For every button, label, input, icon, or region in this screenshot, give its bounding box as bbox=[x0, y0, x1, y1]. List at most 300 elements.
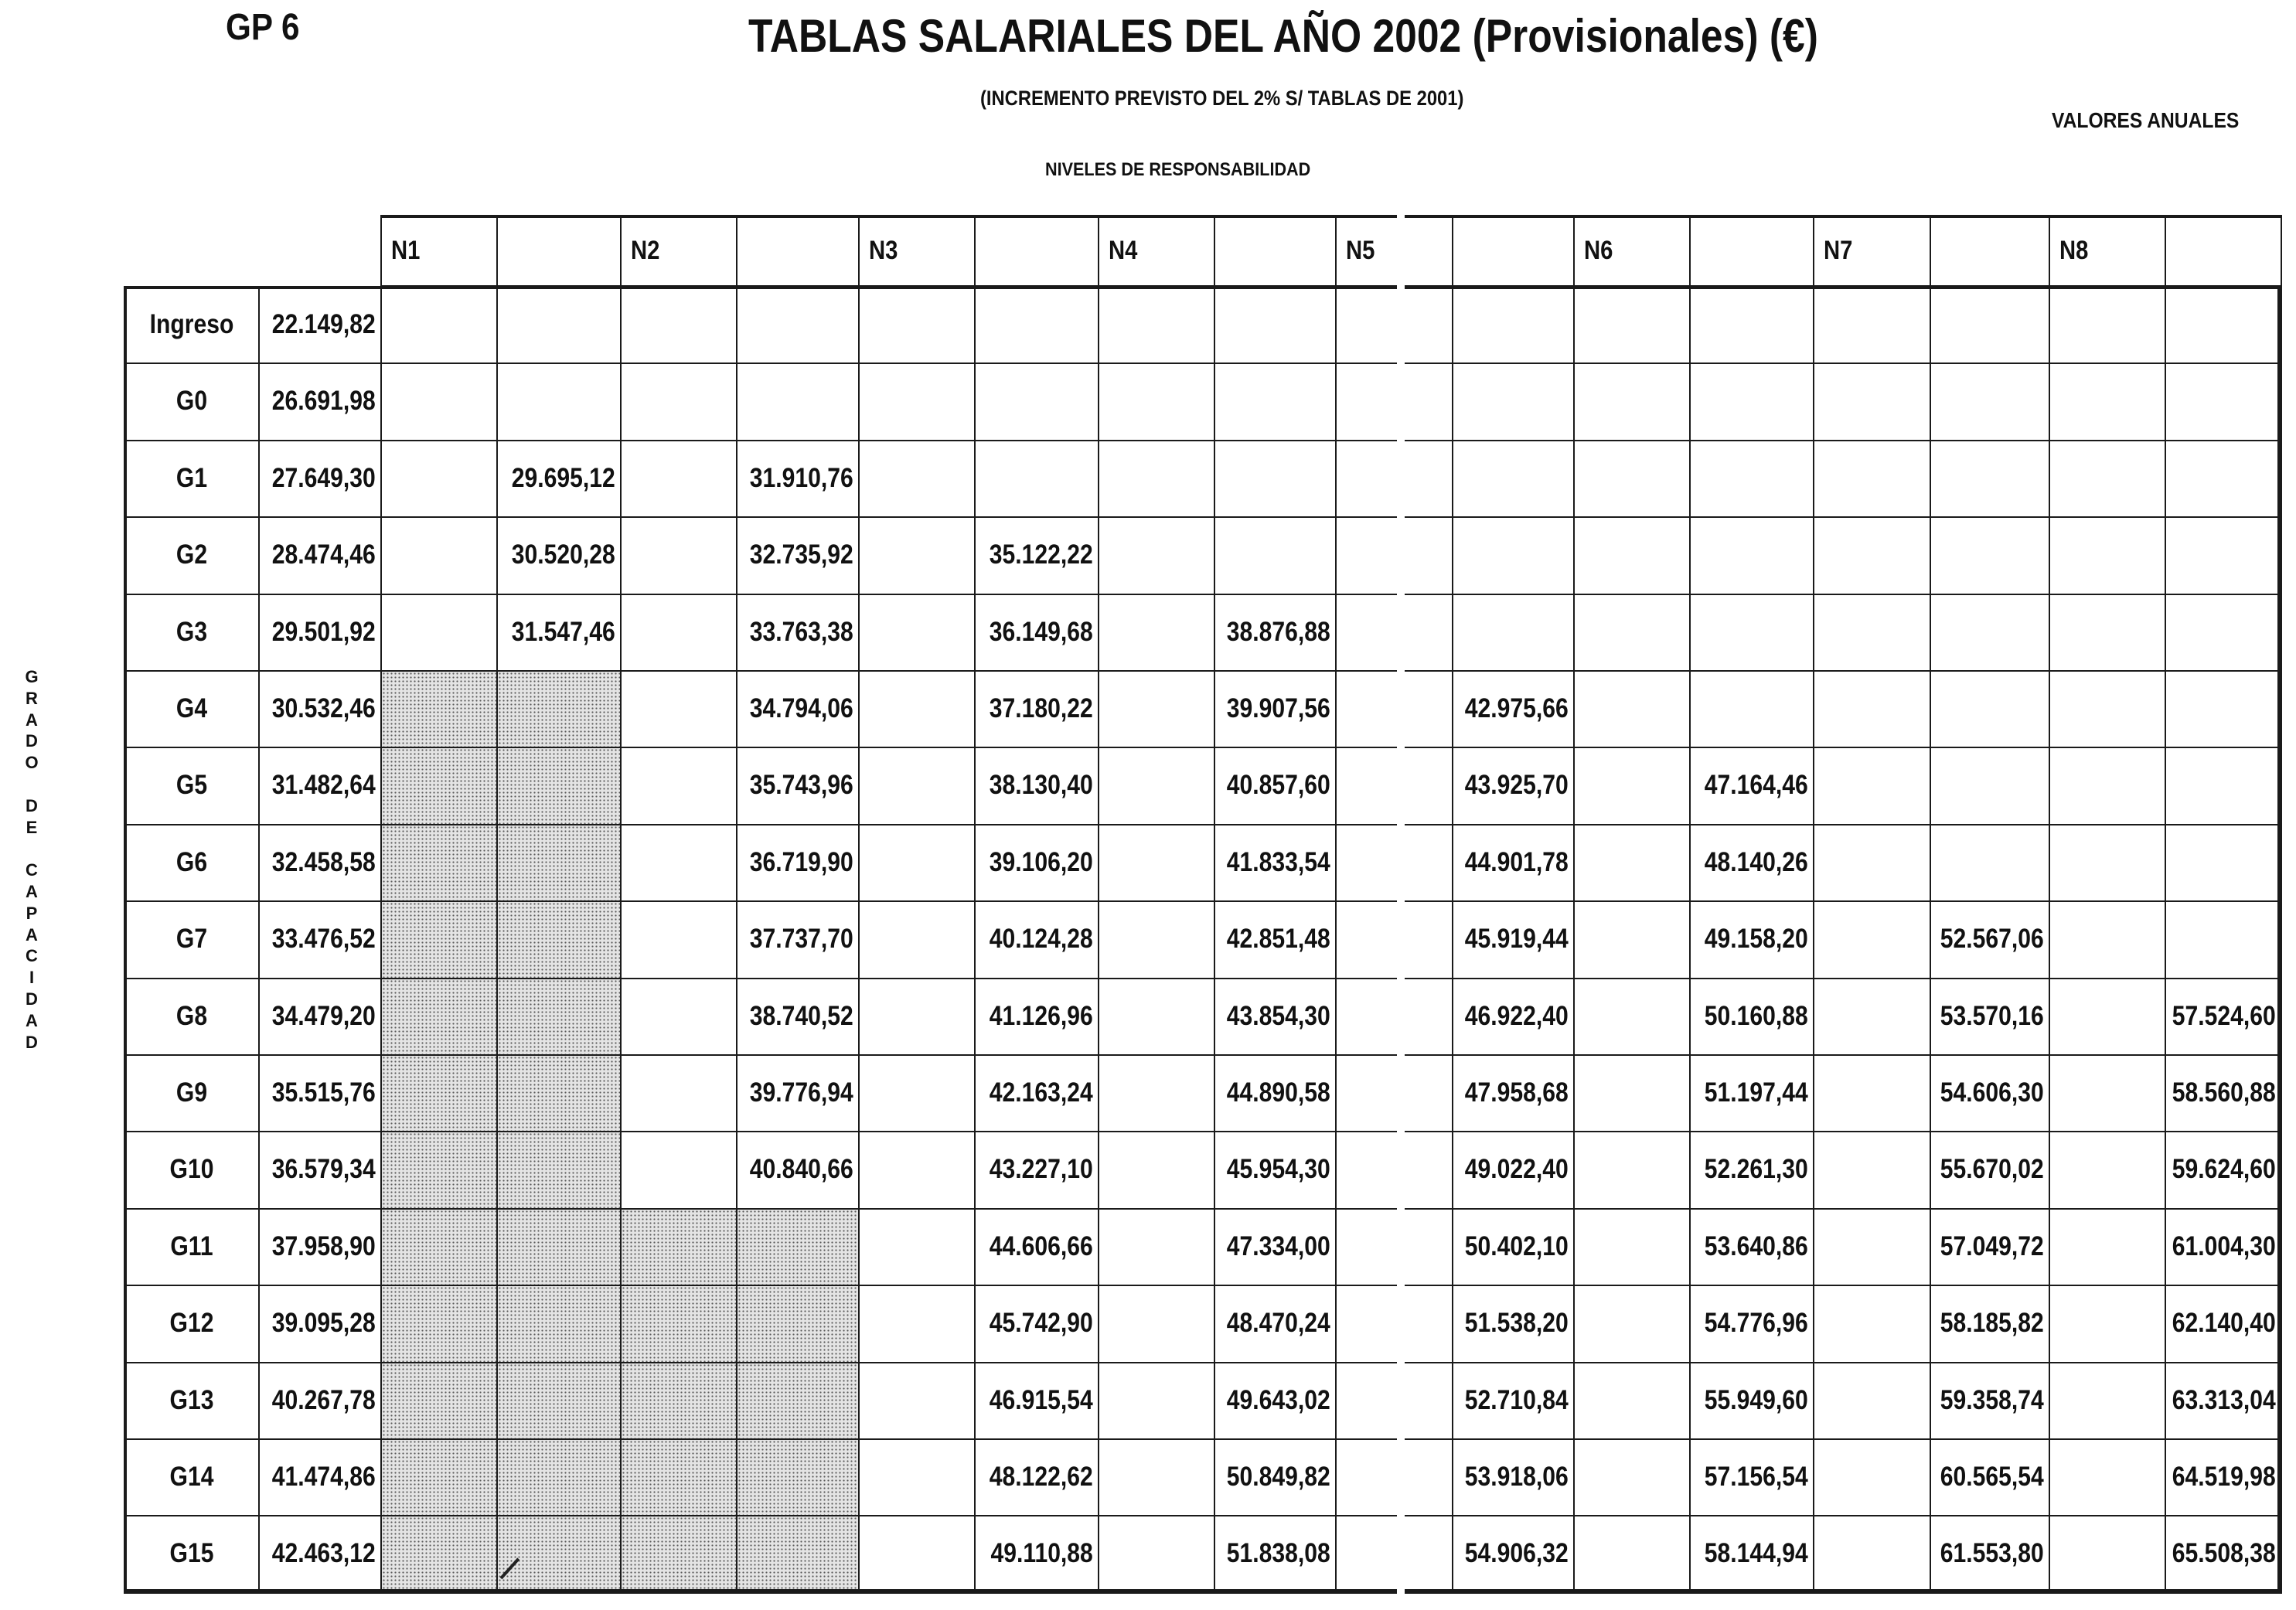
salary-value: 58.144,94 bbox=[1705, 1538, 1808, 1568]
level-spacer-cell bbox=[1098, 594, 1215, 672]
level-spacer-cell bbox=[1813, 440, 1931, 518]
salary-value: 48.470,24 bbox=[1227, 1308, 1330, 1338]
level-spacer-cell bbox=[2049, 1438, 2166, 1516]
base-salary-cell bbox=[258, 747, 382, 825]
salary-cell bbox=[736, 440, 860, 518]
page-title: TABLAS SALARIALES DEL AÑO 2002 (Provisionales) (€) bbox=[748, 10, 1818, 62]
level-spacer-cell bbox=[620, 1054, 738, 1132]
grade-cell bbox=[124, 747, 260, 825]
salary-cell bbox=[1214, 286, 1337, 364]
vertical-label-char: E bbox=[26, 817, 38, 837]
base-salary-value: 26.691,98 bbox=[272, 386, 376, 416]
salary-cell bbox=[1689, 1515, 1814, 1594]
salary-cell bbox=[2165, 747, 2282, 825]
shaded-cell bbox=[380, 670, 498, 748]
salary-cell bbox=[2165, 824, 2282, 902]
grade-cell bbox=[124, 1054, 260, 1132]
level-spacer-cell bbox=[1573, 824, 1691, 902]
salary-cell bbox=[1452, 824, 1575, 902]
salary-value: 50.849,82 bbox=[1227, 1461, 1330, 1492]
level-spacer-cell bbox=[1573, 363, 1691, 441]
salary-cell bbox=[1689, 594, 1814, 672]
salary-cell bbox=[736, 594, 860, 672]
vertical-label-char: A bbox=[26, 710, 38, 730]
shaded-cell bbox=[496, 1285, 622, 1363]
shaded-cell bbox=[380, 1515, 498, 1594]
level-spacer-cell bbox=[2049, 1515, 2166, 1594]
level-value-header bbox=[974, 215, 1099, 288]
salary-value: 29.695,12 bbox=[512, 462, 615, 493]
level-spacer-cell bbox=[1335, 440, 1453, 518]
level-value-header bbox=[1214, 215, 1337, 288]
salary-cell bbox=[2165, 363, 2282, 441]
salary-cell bbox=[1452, 440, 1575, 518]
level-spacer-cell bbox=[1573, 900, 1691, 979]
level-spacer-cell bbox=[2049, 1285, 2166, 1363]
base-salary-value: 29.501,92 bbox=[272, 616, 376, 647]
level-spacer-cell bbox=[620, 440, 738, 518]
salary-value: 40.840,66 bbox=[750, 1154, 853, 1184]
salary-value: 58.185,82 bbox=[1940, 1308, 2044, 1338]
salary-cell bbox=[1689, 978, 1814, 1056]
level-spacer-cell bbox=[620, 516, 738, 595]
vertical-label-char: A bbox=[26, 881, 38, 901]
base-salary-cell bbox=[258, 1285, 382, 1363]
level-spacer-cell bbox=[1573, 1131, 1691, 1210]
level-spacer-cell bbox=[620, 363, 738, 441]
shaded-cell bbox=[380, 824, 498, 902]
level-spacer-cell bbox=[2049, 440, 2166, 518]
salary-value: 37.737,70 bbox=[750, 924, 853, 954]
level-header bbox=[1098, 215, 1215, 288]
salary-cell bbox=[1689, 1054, 1814, 1132]
salary-cell bbox=[1930, 1515, 2050, 1594]
salary-cell bbox=[496, 363, 622, 441]
grade-label: G13 bbox=[169, 1384, 214, 1415]
grade-cell bbox=[124, 1362, 260, 1440]
level-spacer-cell bbox=[1813, 1362, 1931, 1440]
grade-label: G14 bbox=[169, 1461, 214, 1492]
salary-value: 58.560,88 bbox=[2172, 1077, 2276, 1108]
salary-value: 32.735,92 bbox=[750, 540, 853, 570]
salary-cell bbox=[1930, 594, 2050, 672]
salary-cell bbox=[1452, 1054, 1575, 1132]
salary-cell bbox=[1214, 1285, 1337, 1363]
salary-cell bbox=[1452, 363, 1575, 441]
salary-value: 33.763,38 bbox=[750, 616, 853, 647]
vertical-label-char: O bbox=[25, 753, 39, 773]
level-spacer-cell bbox=[1573, 1515, 1691, 1594]
salary-value: 38.876,88 bbox=[1227, 616, 1330, 647]
base-salary-cell bbox=[258, 978, 382, 1056]
salary-value: 50.160,88 bbox=[1705, 1000, 1808, 1031]
salary-cell bbox=[1930, 1131, 2050, 1210]
salary-value: 65.508,38 bbox=[2172, 1538, 2276, 1568]
base-salary-value: 39.095,28 bbox=[272, 1308, 376, 1338]
salary-cell bbox=[1214, 1054, 1337, 1132]
salary-value: 59.624,60 bbox=[2172, 1154, 2276, 1184]
level-spacer-cell bbox=[2049, 978, 2166, 1056]
grade-label: G15 bbox=[169, 1538, 214, 1568]
salary-cell bbox=[2165, 516, 2282, 595]
salary-cell bbox=[1214, 978, 1337, 1056]
level-spacer-cell bbox=[1098, 900, 1215, 979]
level-spacer-cell bbox=[1573, 1054, 1691, 1132]
salary-cell bbox=[736, 670, 860, 748]
level-spacer-cell bbox=[858, 363, 976, 441]
salary-cell bbox=[1930, 900, 2050, 979]
salary-cell bbox=[736, 1131, 860, 1210]
salary-cell bbox=[1452, 747, 1575, 825]
document-code: GP 6 bbox=[226, 7, 300, 48]
level-spacer-cell bbox=[2049, 1208, 2166, 1286]
salary-value: 40.124,28 bbox=[990, 924, 1093, 954]
salary-cell bbox=[2165, 1054, 2282, 1132]
base-salary-cell bbox=[258, 1054, 382, 1132]
level-spacer-cell bbox=[1813, 594, 1931, 672]
level-header bbox=[620, 215, 738, 288]
level-spacer-cell bbox=[380, 440, 498, 518]
salary-cell bbox=[2165, 1515, 2282, 1594]
salary-value: 42.163,24 bbox=[990, 1077, 1093, 1108]
level-spacer-cell bbox=[858, 747, 976, 825]
grade-cell bbox=[124, 1208, 260, 1286]
level-spacer-cell bbox=[858, 1131, 976, 1210]
salary-cell bbox=[1689, 747, 1814, 825]
level-spacer-cell bbox=[2049, 670, 2166, 748]
shaded-cell bbox=[380, 1362, 498, 1440]
grade-label: G4 bbox=[175, 693, 208, 723]
salary-value: 51.538,20 bbox=[1465, 1308, 1569, 1338]
salary-value: 30.520,28 bbox=[512, 540, 615, 570]
level-value-header bbox=[496, 215, 622, 288]
shaded-cell bbox=[496, 747, 622, 825]
shaded-cell bbox=[496, 1438, 622, 1516]
grade-cell bbox=[124, 440, 260, 518]
salary-cell bbox=[974, 1285, 1099, 1363]
level-value-header bbox=[1930, 215, 2050, 288]
shaded-cell bbox=[496, 978, 622, 1056]
salary-cell bbox=[2165, 440, 2282, 518]
salary-cell bbox=[974, 670, 1099, 748]
base-salary-cell bbox=[258, 363, 382, 441]
salary-cell bbox=[1689, 1131, 1814, 1210]
salary-value: 57.049,72 bbox=[1940, 1230, 2044, 1261]
level-spacer-cell bbox=[1098, 1131, 1215, 1210]
level-spacer-cell bbox=[858, 978, 976, 1056]
level-spacer-cell bbox=[1573, 516, 1691, 595]
salary-cell bbox=[1214, 363, 1337, 441]
salary-cell bbox=[1930, 286, 2050, 364]
base-salary-value: 31.482,64 bbox=[272, 770, 376, 800]
level-spacer-cell bbox=[858, 900, 976, 979]
base-salary-value: 42.463,12 bbox=[272, 1538, 376, 1568]
salary-cell bbox=[974, 1208, 1099, 1286]
level-value-header bbox=[1689, 215, 1814, 288]
salary-cell bbox=[1452, 516, 1575, 595]
level-label: N2 bbox=[631, 235, 660, 265]
level-spacer-cell bbox=[1335, 1362, 1453, 1440]
level-spacer-cell bbox=[2049, 747, 2166, 825]
level-spacer-cell bbox=[1813, 1285, 1931, 1363]
level-spacer-cell bbox=[1813, 747, 1931, 825]
shaded-cell bbox=[380, 747, 498, 825]
level-spacer-cell bbox=[1335, 900, 1453, 979]
level-value-header bbox=[1452, 215, 1575, 288]
vertical-label-char: D bbox=[26, 731, 38, 751]
level-spacer-cell bbox=[380, 594, 498, 672]
salary-value: 42.851,48 bbox=[1227, 924, 1330, 954]
salary-value: 36.149,68 bbox=[990, 616, 1093, 647]
salary-value: 43.227,10 bbox=[990, 1154, 1093, 1184]
salary-cell bbox=[1214, 516, 1337, 595]
salary-cell bbox=[1214, 594, 1337, 672]
level-spacer-cell bbox=[380, 516, 498, 595]
salary-cell bbox=[1930, 824, 2050, 902]
shaded-cell bbox=[736, 1208, 860, 1286]
salary-cell bbox=[974, 824, 1099, 902]
level-value-header bbox=[2165, 215, 2282, 288]
level-spacer-cell bbox=[858, 1054, 976, 1132]
salary-cell bbox=[496, 516, 622, 595]
salary-value: 54.606,30 bbox=[1940, 1077, 2044, 1108]
salary-cell bbox=[2165, 900, 2282, 979]
shaded-cell bbox=[736, 1438, 860, 1516]
salary-value: 44.890,58 bbox=[1227, 1077, 1330, 1108]
base-salary-value: 22.149,82 bbox=[272, 308, 376, 339]
level-spacer-cell bbox=[1098, 1208, 1215, 1286]
level-spacer-cell bbox=[1573, 1362, 1691, 1440]
level-spacer-cell bbox=[1573, 1438, 1691, 1516]
salary-value: 53.640,86 bbox=[1705, 1230, 1808, 1261]
salary-cell bbox=[1689, 900, 1814, 979]
level-spacer-cell bbox=[858, 516, 976, 595]
salary-value: 39.907,56 bbox=[1227, 693, 1330, 723]
salary-value: 41.126,96 bbox=[990, 1000, 1093, 1031]
level-spacer-cell bbox=[1098, 1515, 1215, 1594]
level-spacer-cell bbox=[1335, 670, 1453, 748]
salary-cell bbox=[1452, 1362, 1575, 1440]
base-salary-cell bbox=[258, 1131, 382, 1210]
level-spacer-cell bbox=[1098, 1362, 1215, 1440]
salary-cell bbox=[1452, 670, 1575, 748]
level-spacer-cell bbox=[1098, 1438, 1215, 1516]
level-spacer-cell bbox=[620, 978, 738, 1056]
vertical-label-char: C bbox=[26, 860, 38, 880]
level-spacer-cell bbox=[2049, 1131, 2166, 1210]
level-spacer-cell bbox=[2049, 1362, 2166, 1440]
salary-value: 54.906,32 bbox=[1465, 1538, 1569, 1568]
salary-value: 59.358,74 bbox=[1940, 1384, 2044, 1415]
salary-cell bbox=[974, 1362, 1099, 1440]
salary-cell bbox=[974, 1438, 1099, 1516]
level-value-header bbox=[736, 215, 860, 288]
base-salary-cell bbox=[258, 824, 382, 902]
salary-cell bbox=[1214, 1515, 1337, 1594]
level-spacer-cell bbox=[858, 1208, 976, 1286]
level-spacer-cell bbox=[1813, 1515, 1931, 1594]
salary-cell bbox=[1452, 978, 1575, 1056]
salary-cell bbox=[1214, 440, 1337, 518]
salary-cell bbox=[736, 747, 860, 825]
salary-cell bbox=[1452, 1285, 1575, 1363]
level-spacer-cell bbox=[1813, 900, 1931, 979]
salary-value: 43.925,70 bbox=[1465, 770, 1569, 800]
salary-cell bbox=[1689, 440, 1814, 518]
grade-cell bbox=[124, 824, 260, 902]
salary-value: 60.565,54 bbox=[1940, 1461, 2044, 1492]
level-spacer-cell bbox=[620, 824, 738, 902]
salary-cell bbox=[1930, 978, 2050, 1056]
salary-value: 63.313,04 bbox=[2172, 1384, 2276, 1415]
salary-cell bbox=[1689, 363, 1814, 441]
level-spacer-cell bbox=[1813, 363, 1931, 441]
level-spacer-cell bbox=[1813, 1054, 1931, 1132]
salary-cell bbox=[1452, 286, 1575, 364]
salary-cell bbox=[2165, 670, 2282, 748]
shaded-cell bbox=[496, 1054, 622, 1132]
salary-value: 31.547,46 bbox=[512, 616, 615, 647]
salary-cell bbox=[1689, 1208, 1814, 1286]
salary-value: 39.106,20 bbox=[990, 846, 1093, 877]
salary-cell bbox=[1214, 824, 1337, 902]
level-spacer-cell bbox=[1335, 363, 1453, 441]
salary-value: 52.710,84 bbox=[1465, 1384, 1569, 1415]
salary-cell bbox=[1452, 900, 1575, 979]
level-spacer-cell bbox=[1335, 1438, 1453, 1516]
shaded-cell bbox=[496, 900, 622, 979]
salary-cell bbox=[1930, 1438, 2050, 1516]
level-spacer-cell bbox=[1573, 440, 1691, 518]
level-label: N3 bbox=[869, 235, 898, 265]
salary-cell bbox=[1689, 824, 1814, 902]
grade-cell bbox=[124, 516, 260, 595]
base-salary-value: 37.958,90 bbox=[272, 1230, 376, 1261]
level-spacer-cell bbox=[1813, 286, 1931, 364]
salary-cell bbox=[1689, 516, 1814, 595]
vertical-label-char: A bbox=[26, 1010, 38, 1030]
salary-value: 41.833,54 bbox=[1227, 846, 1330, 877]
level-spacer-cell bbox=[1335, 1131, 1453, 1210]
scan-gap bbox=[1397, 209, 1405, 1600]
salary-value: 52.261,30 bbox=[1705, 1154, 1808, 1184]
vertical-label-char: P bbox=[26, 903, 38, 923]
level-spacer-cell bbox=[1573, 670, 1691, 748]
salary-value: 42.975,66 bbox=[1465, 693, 1569, 723]
level-header bbox=[1573, 215, 1691, 288]
grade-cell bbox=[124, 1131, 260, 1210]
level-spacer-cell bbox=[1098, 1054, 1215, 1132]
salary-cell bbox=[974, 1515, 1099, 1594]
level-header bbox=[2049, 215, 2166, 288]
level-header bbox=[380, 215, 498, 288]
salary-cell bbox=[1930, 363, 2050, 441]
salary-cell bbox=[974, 1131, 1099, 1210]
level-spacer-cell bbox=[1573, 747, 1691, 825]
vertical-label-char: G bbox=[25, 667, 39, 686]
level-spacer-cell bbox=[1335, 1208, 1453, 1286]
salary-value: 55.949,60 bbox=[1705, 1384, 1808, 1415]
level-spacer-cell bbox=[380, 286, 498, 364]
vertical-label-char: C bbox=[26, 946, 38, 966]
salary-cell bbox=[1214, 747, 1337, 825]
level-spacer-cell bbox=[2049, 1054, 2166, 1132]
level-spacer-cell bbox=[1098, 824, 1215, 902]
level-spacer-cell bbox=[858, 670, 976, 748]
grade-cell bbox=[124, 978, 260, 1056]
salary-cell bbox=[1689, 1362, 1814, 1440]
level-label: N5 bbox=[1346, 235, 1375, 265]
salary-cell bbox=[974, 747, 1099, 825]
salary-cell bbox=[2165, 594, 2282, 672]
salary-cell bbox=[1689, 286, 1814, 364]
salary-cell bbox=[496, 286, 622, 364]
level-header bbox=[1813, 215, 1931, 288]
shaded-cell bbox=[620, 1438, 738, 1516]
base-salary-value: 30.532,46 bbox=[272, 693, 376, 723]
salary-cell bbox=[2165, 1285, 2282, 1363]
shaded-cell bbox=[496, 1131, 622, 1210]
vertical-axis-label bbox=[20, 666, 43, 1053]
salary-cell bbox=[1452, 1208, 1575, 1286]
salary-value: 49.022,40 bbox=[1465, 1154, 1569, 1184]
salary-cell bbox=[1930, 1054, 2050, 1132]
grade-label: G0 bbox=[175, 386, 208, 416]
salary-cell bbox=[974, 286, 1099, 364]
level-spacer-cell bbox=[620, 747, 738, 825]
salary-value: 34.794,06 bbox=[750, 693, 853, 723]
level-spacer-cell bbox=[1335, 516, 1453, 595]
vertical-label-char bbox=[20, 838, 43, 859]
level-spacer-cell bbox=[1098, 440, 1215, 518]
shaded-cell bbox=[380, 1438, 498, 1516]
salary-value: 45.919,44 bbox=[1465, 924, 1569, 954]
level-spacer-cell bbox=[1098, 286, 1215, 364]
level-spacer-cell bbox=[620, 286, 738, 364]
salary-cell bbox=[1452, 1515, 1575, 1594]
salary-cell bbox=[2165, 286, 2282, 364]
level-spacer-cell bbox=[858, 1515, 976, 1594]
level-spacer-cell bbox=[1813, 670, 1931, 748]
salary-value: 49.158,20 bbox=[1705, 924, 1808, 954]
salary-cell bbox=[1452, 1438, 1575, 1516]
salary-value: 52.567,06 bbox=[1940, 924, 2044, 954]
salary-cell bbox=[1214, 1362, 1337, 1440]
salary-cell bbox=[1930, 1362, 2050, 1440]
salary-cell bbox=[736, 363, 860, 441]
level-spacer-cell bbox=[380, 363, 498, 441]
base-salary-value: 40.267,78 bbox=[272, 1384, 376, 1415]
vertical-label-char: I bbox=[29, 968, 35, 988]
level-spacer-cell bbox=[858, 1438, 976, 1516]
shaded-cell bbox=[736, 1285, 860, 1363]
level-spacer-cell bbox=[1813, 824, 1931, 902]
salary-value: 40.857,60 bbox=[1227, 770, 1330, 800]
level-spacer-cell bbox=[1573, 594, 1691, 672]
salary-cell bbox=[1930, 1285, 2050, 1363]
grade-cell bbox=[124, 1438, 260, 1516]
grade-label: G8 bbox=[175, 1000, 208, 1031]
salary-cell bbox=[1930, 440, 2050, 518]
salary-cell bbox=[1452, 594, 1575, 672]
level-spacer-cell bbox=[1573, 286, 1691, 364]
shaded-cell bbox=[496, 1208, 622, 1286]
salary-value: 49.643,02 bbox=[1227, 1384, 1330, 1415]
base-salary-value: 28.474,46 bbox=[272, 540, 376, 570]
shaded-cell bbox=[496, 1362, 622, 1440]
level-spacer-cell bbox=[1098, 1285, 1215, 1363]
salary-value: 39.776,94 bbox=[750, 1077, 853, 1108]
